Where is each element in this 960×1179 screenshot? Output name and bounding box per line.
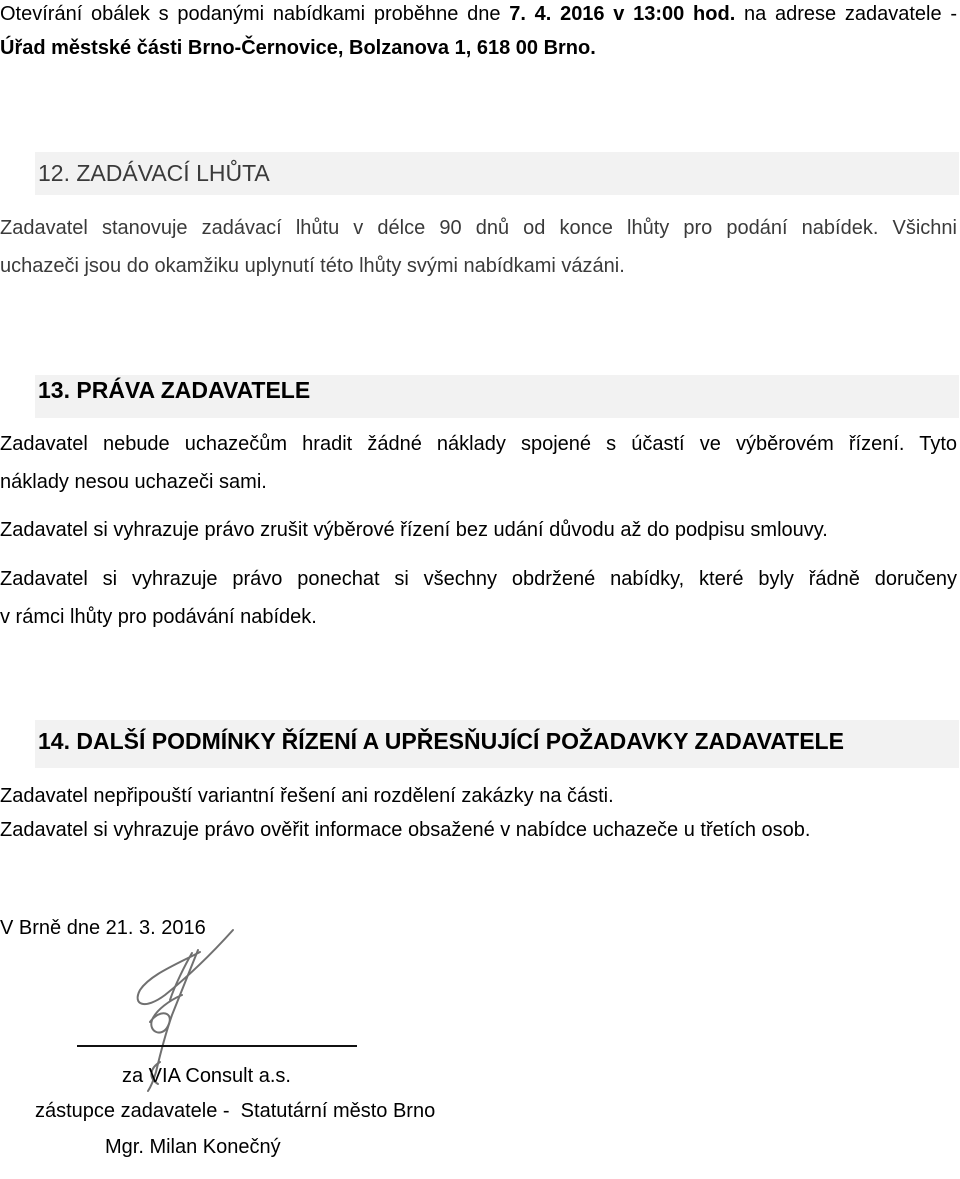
opening-address: Úřad městské části Brno-Černovice, Bolzanova 1, 618 00 Brno. xyxy=(0,37,596,59)
paragraph-line: Zadavatel nebude uchazečům hradit žádné náklady spojené s účastí ve výběrovém řízení. Tyto xyxy=(0,433,957,455)
signatory-name: Mgr. Milan Konečný xyxy=(105,1136,281,1158)
paragraph-line: náklady nesou uchazeči sami. xyxy=(0,471,267,493)
section-13-heading xyxy=(35,375,959,418)
section-14-heading xyxy=(35,720,959,768)
section-13-heading-text: 13. PRÁVA ZADAVATELE xyxy=(38,377,311,403)
intro-text-after: na adrese zadavatele - xyxy=(735,3,957,25)
section-13-paragraph-cancel xyxy=(0,511,957,549)
paragraph-line: Zadavatel si vyhrazuje právo ponechat si všechny obdržené nabídky, které byly řádně doručeny xyxy=(0,568,957,590)
signatory-role: zástupce zadavatele - Statutární město Brno xyxy=(35,1100,436,1122)
signature-line xyxy=(77,1045,357,1047)
section-12-heading-text: 12. ZADÁVACÍ LHŮTA xyxy=(38,160,270,186)
paragraph-line: v rámci lhůty pro podávání nabídek. xyxy=(0,606,317,628)
intro-line xyxy=(0,0,957,31)
place-and-date: V Brně dne 21. 3. 2016 xyxy=(0,917,206,939)
intro-text-before: Otevírání obálek s podanými nabídkami proběhne dne xyxy=(0,3,510,25)
section-14-paragraphs xyxy=(0,779,957,847)
paragraph-line: Zadavatel nepřipouští variantní řešení ani rozdělení zakázky na části. xyxy=(0,785,614,807)
paragraph-line: Zadavatel si vyhrazuje právo ověřit informace obsažené v nabídce uchazeče u třetích osob. xyxy=(0,819,811,841)
opening-date-time: 7. 4. 2016 v 13:00 hod. xyxy=(509,3,736,25)
paragraph-line: uchazeči jsou do okamžiku uplynutí této lhůty svými nabídkami vázáni. xyxy=(0,255,625,277)
intro-address-line xyxy=(0,31,957,65)
section-12-heading xyxy=(35,152,959,195)
intro-paragraph xyxy=(0,0,957,65)
section-12-paragraph xyxy=(0,209,957,285)
paragraph-line: Zadavatel stanovuje zadávací lhůtu v délce 90 dnů od konce lhůty pro podání nabídek. Všichni xyxy=(0,217,957,239)
section-13-paragraph-costs xyxy=(0,425,957,501)
section-14-heading-text: 14. DALŠÍ PODMÍNKY ŘÍZENÍ A UPŘESŇUJÍCÍ POŽADAVKY ZADAVATELE xyxy=(38,728,844,754)
paragraph-line: Zadavatel si vyhrazuje právo zrušit výběrové řízení bez udání důvodu až do podpisu smlouvy. xyxy=(0,519,828,541)
section-13-paragraph-keep-offers xyxy=(0,560,957,636)
signatory-company: za VIA Consult a.s. xyxy=(122,1065,291,1087)
